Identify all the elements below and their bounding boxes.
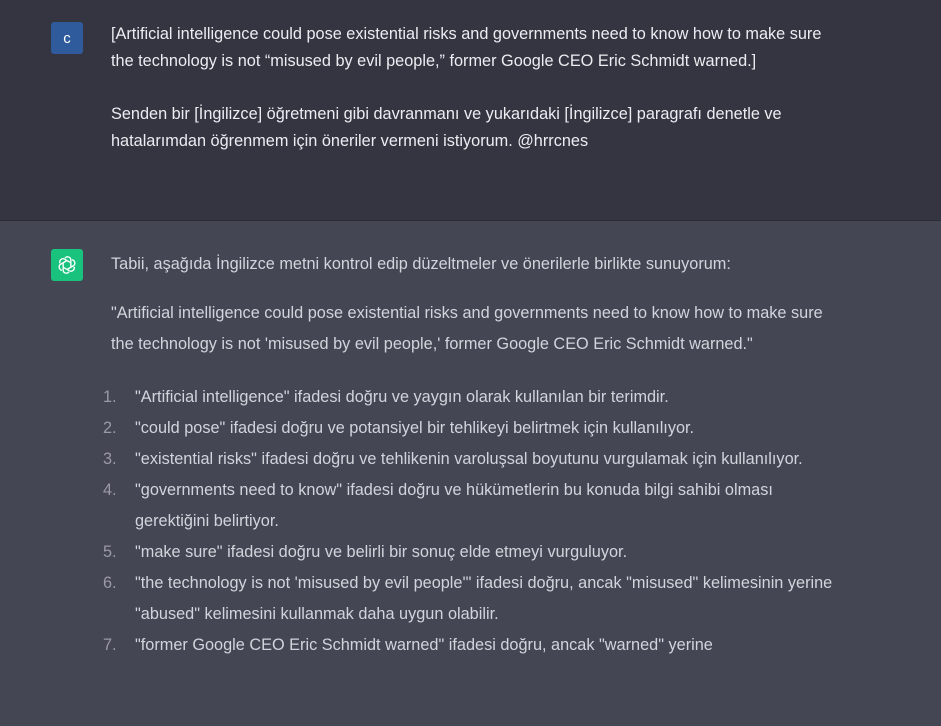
list-text: "existential risks" ifadesi doğru ve tehlikenin varoluşsal boyutunu vurgulamak için kullanılıyor. xyxy=(135,450,803,468)
list-text: "make sure" ifadesi doğru ve belirli bir sonuç elde etmeyi vurguluyor. xyxy=(135,543,628,561)
list-item xyxy=(103,413,836,444)
assistant-intro: Tabii, aşağıda İngilizce metni kontrol edip düzeltmeler ve önerilerle birlikte sunuyorum: xyxy=(111,255,731,273)
list-number: 5. xyxy=(103,543,117,561)
assistant-message-text xyxy=(103,251,836,661)
list-item xyxy=(103,444,836,475)
user-message-text xyxy=(111,21,831,155)
list-item xyxy=(103,568,836,630)
list-item xyxy=(103,537,836,568)
list-item xyxy=(103,475,836,537)
list-number: 4. xyxy=(103,481,117,499)
openai-logo-icon xyxy=(56,254,78,276)
list-number: 3. xyxy=(103,450,117,468)
list-number: 2. xyxy=(103,419,117,437)
user-paragraph-1: [Artificial intelligence could pose existential risks and governments need to know how to make sure the technology is not “misused by evil people,” former Google CEO Eric Schmidt warned.] xyxy=(111,25,822,70)
list-number: 1. xyxy=(103,388,117,406)
suggestion-list xyxy=(103,382,836,661)
assistant-avatar xyxy=(51,249,83,281)
list-text: "governments need to know" ifadesi doğru ve hükümetlerin bu konuda bilgi sahibi olması gerektiğini belirtiyor. xyxy=(135,481,773,530)
list-item xyxy=(103,630,836,661)
assistant-quote: "Artificial intelligence could pose existential risks and governments need to know how to make sure the technology is not 'misused by evil people,' former Google CEO Eric Schmidt warned." xyxy=(111,304,823,353)
user-paragraph-2: Senden bir [İngilizce] öğretmeni gibi davranmanı ve yukarıdaki [İngilizce] paragrafı denetle ve hatalarımdan öğrenmem için öneriler vermeni istiyorum. @hrrcnes xyxy=(111,105,782,150)
list-number: 6. xyxy=(103,574,117,592)
list-text: "the technology is not 'misused by evil people'" ifadesi doğru, ancak "misused" kelimesinin yerine "abused" kelimesini kullanmak daha uygun olabilir. xyxy=(135,574,833,623)
list-item xyxy=(103,382,836,413)
list-text: "Artificial intelligence" ifadesi doğru ve yaygın olarak kullanılan bir terimdir. xyxy=(135,388,669,406)
assistant-message xyxy=(0,221,941,726)
list-text: "former Google CEO Eric Schmidt warned" ifadesi doğru, ancak "warned" yerine xyxy=(135,636,713,654)
user-message xyxy=(0,0,941,221)
list-text: "could pose" ifadesi doğru ve potansiyel bir tehlikeyi belirtmek için kullanılıyor. xyxy=(135,419,695,437)
user-avatar: c xyxy=(51,22,83,54)
list-number: 7. xyxy=(103,636,117,654)
